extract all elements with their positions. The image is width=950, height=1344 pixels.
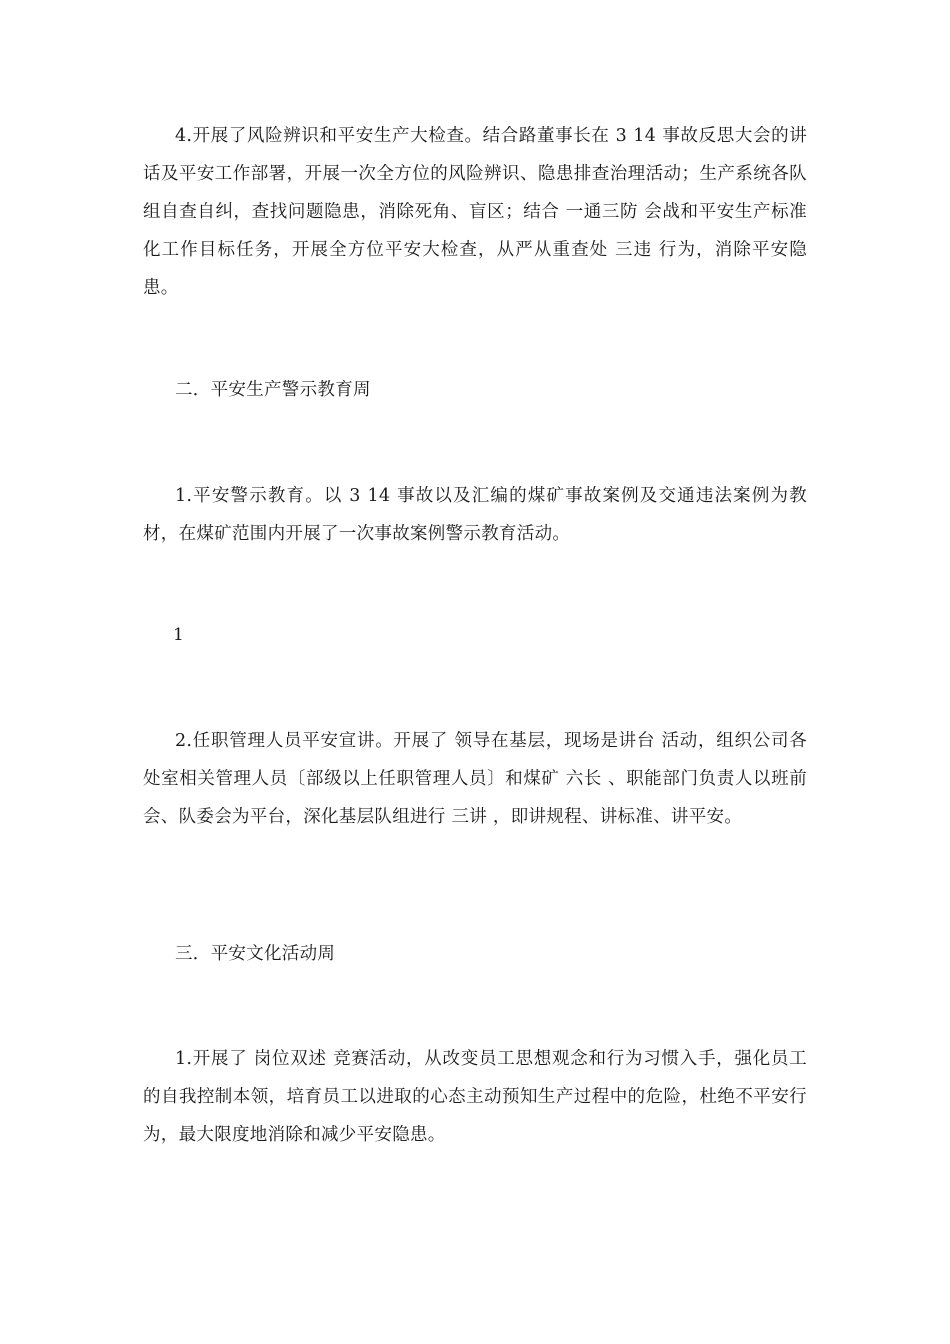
paragraph-warning-education: 1.平安警示教育。以 3 14 事故以及汇编的煤矿事故案例及交通违法案例为教材，在煤矿范围内开展了一次事故案例警示教育活动。 <box>143 486 807 544</box>
section-heading-two: 二．平安生产警示教育周 <box>175 380 371 400</box>
paragraph-risk-check: 4.开展了风险辨识和平安生产大检查。结合路董事长在 3 14 事故反思大会的讲话及平安工作部署，开展一次全方位的风险辨识、隐患排查治理活动；生产系统各队组自查自纠，查找问题隐患，消除死角、盲区；结合 一通三防 会战和平安生产标准化工作目标任务，开展全方位平安大检查，从严从重查处 三违 行为，消除平安隐患。 <box>143 126 807 298</box>
paragraph-management-lecture: 2.任职管理人员平安宣讲。开展了 领导在基层，现场是讲台 活动，组织公司各处室相关管理人员〔部级以上任职管理人员〕和煤矿 六长 、职能部门负责人以班前会、队委会为平台，深化基层队组进行 三讲 ，即讲规程、讲标准、讲平安。 <box>143 731 807 827</box>
paragraph-job-competition: 1.开展了 岗位双述 竞赛活动，从改变员工思想观念和行为习惯入手，强化员工的自我控制本领，培育员工以进取的心态主动预知生产过程中的危险，杜绝不平安行为，最大限度地消除和减少平安隐患。 <box>143 1049 807 1145</box>
page-number: 1 <box>173 625 184 645</box>
section-heading-three: 三．平安文化活动周 <box>175 944 336 964</box>
